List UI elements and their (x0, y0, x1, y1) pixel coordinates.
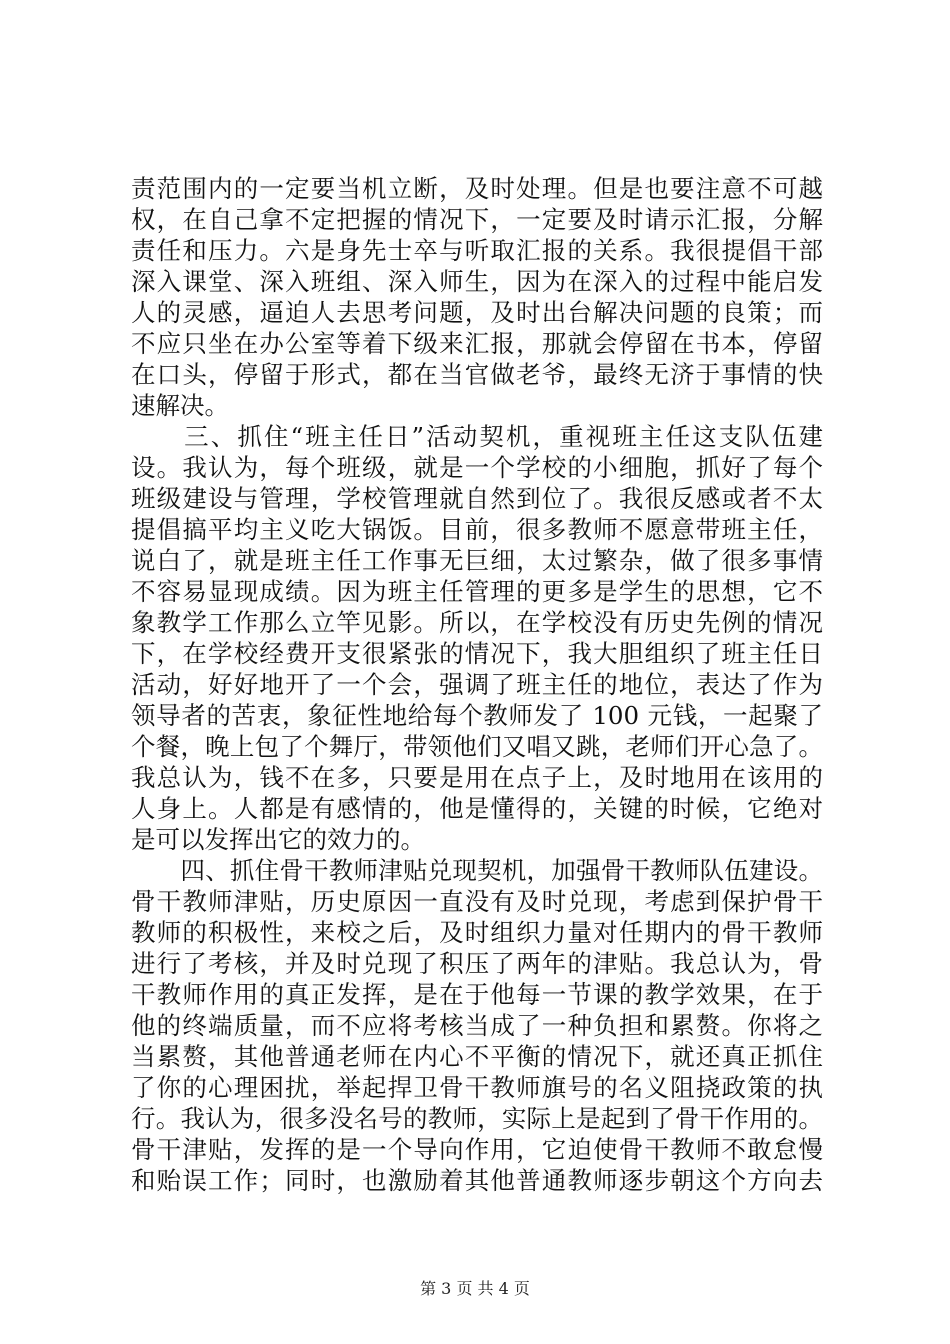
text-line: 四、抓住骨干教师津贴兑现契机，加强骨干教师队伍建设。 (131, 856, 823, 885)
text-line: 速解决。 (131, 391, 229, 420)
text-line: 说白了，就是班主任工作事无巨细，太过繁杂，做了很多事情 (131, 546, 823, 575)
text-line: 行。我认为，很多没名号的教师，实际上是起到了骨干作用的。 (131, 1104, 823, 1133)
text-line: 是可以发挥出它的效力的。 (131, 825, 425, 854)
text-line: 了你的心理困扰，举起捍卫骨干教师旗号的名义阻挠政策的执 (131, 1073, 823, 1102)
text-line: 骨干津贴，发挥的是一个导向作用，它迫使骨干教师不敢怠慢 (131, 1135, 823, 1164)
text-line: 不容易显现成绩。因为班主任管理的更多是学生的思想，它不 (131, 577, 823, 606)
text-line: 班级建设与管理，学校管理就自然到位了。我很反感或者不太 (131, 484, 823, 513)
text-line: 在口头，停留于形式，都在当官做老爷，最终无济于事情的快 (131, 360, 823, 389)
text-line: 他的终端质量，而不应将考核当成了一种负担和累赘。你将之 (131, 1011, 823, 1040)
text-line: 责任和压力。六是身先士卒与听取汇报的关系。我很提倡干部 (131, 236, 823, 265)
text-line: 进行了考核，并及时兑现了积压了两年的津贴。我总认为，骨 (131, 949, 823, 978)
text-line: 骨干教师津贴，历史原因一直没有及时兑现，考虑到保护骨干 (131, 887, 823, 916)
text-line: 设。我认为，每个班级，就是一个学校的小细胞，抓好了每个 (131, 453, 823, 482)
text-line: 提倡搞平均主义吃大锅饭。目前，很多教师不愿意带班主任， (131, 515, 823, 544)
text-line: 干教师作用的真正发挥，是在于他每一节课的教学效果，在于 (131, 980, 823, 1009)
text-line: 活动，好好地开了一个会，强调了班主任的地位，表达了作为 (131, 670, 823, 699)
page-footer: 第 3 页 共 4 页 (420, 1279, 530, 1298)
text-line: 下，在学校经费开支很紧张的情况下，我大胆组织了班主任日 (131, 639, 823, 668)
text-line: 不应只坐在办公室等着下级来汇报，那就会停留在书本，停留 (131, 329, 823, 358)
text-line: 教师的积极性，来校之后，及时组织力量对任期内的骨干教师 (131, 918, 823, 947)
text-line: 和贻误工作；同时，也激励着其他普通教师逐步朝这个方向去 (131, 1166, 823, 1195)
text-line: 三、抓住“班主任日”活动契机，重视班主任这支队伍建 (131, 422, 823, 451)
text-line: 人身上。人都是有感情的，他是懂得的，关键的时候，它绝对 (131, 794, 823, 823)
text-line: 权，在自己拿不定把握的情况下，一定要及时请示汇报，分解 (131, 205, 823, 234)
text-line: 象教学工作那么立竿见影。所以，在学校没有历史先例的情况 (131, 608, 823, 637)
text-line: 个餐，晚上包了个舞厅，带领他们又唱又跳，老师们开心急了。 (131, 732, 823, 761)
text-line: 责范围内的一定要当机立断，及时处理。但是也要注意不可越 (131, 174, 823, 203)
text-line: 人的灵感，逼迫人去思考问题，及时出台解决问题的良策；而 (131, 298, 823, 327)
body-text (131, 173, 823, 1196)
text-line: 深入课堂、深入班组、深入师生，因为在深入的过程中能启发 (131, 267, 823, 296)
text-line: 当累赘，其他普通老师在内心不平衡的情况下，就还真正抓住 (131, 1042, 823, 1071)
text-line: 领导者的苦衷，象征性地给每个教师发了 100 元钱，一起聚了 (131, 701, 823, 730)
text-line: 我总认为，钱不在多，只要是用在点子上，及时地用在该用的 (131, 763, 823, 792)
